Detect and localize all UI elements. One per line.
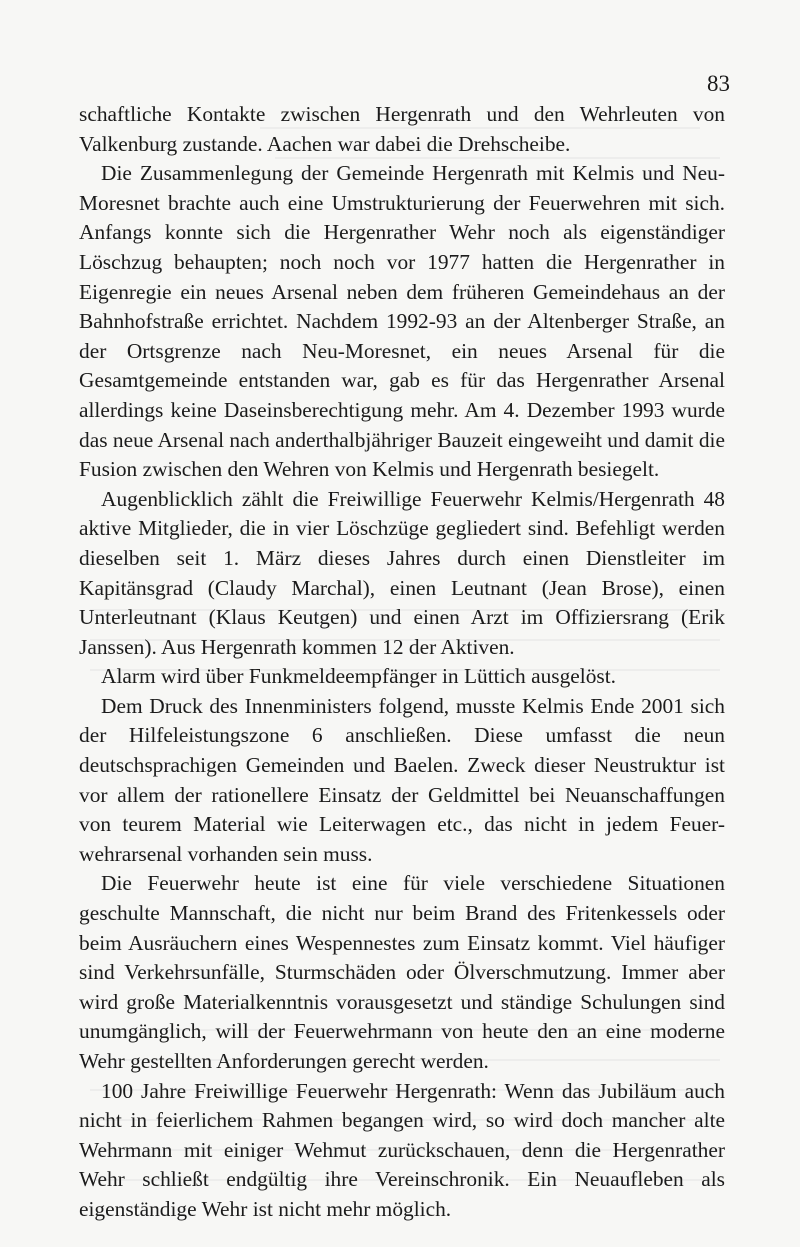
paragraph-1: schaftliche Kontakte zwischen Hergenrath und den Wehrleuten von Valkenburg zustande. Aachen war dabei die Drehscheibe. — [79, 102, 725, 156]
paragraph-3: Augenblicklich zählt die Freiwillige Feuerwehr Kelmis/Hergenrath 48 aktive Mitglieder, die in vier Löschzüge gegliedert sind. Befehligt werden dieselben seit 1. März dieses Jahres durch einen Dienstleiter im Kapitänsgrad (Claudy Marchal), einen Leutnant (Jean Brose), einen Unterleutnant (Klaus Keutgen) und einen Arzt im Offiziersrang (Erik Janssen). Aus Hergenrath kommen 12 der Aktiven. — [79, 486, 725, 659]
paragraph-2: Die Zusammenlegung der Gemeinde Hergenrath mit Kelmis und Neu-Moresnet brachte auch eine Umstrukturierung der Feuerwehren mit sich. Anfangs konnte sich die Hergenrather Wehr noch als eigenständiger Löschzug behaupten; noch noch vor 1977 hatten die Hergenrather in Eigenregie ein neues Arsenal neben dem früheren Gemeindehaus an der Bahnhofstraße errichtet. Nachdem 1992-93 an der Altenberger Straße, an der Ortsgrenze nach Neu-Moresnet, ein neues Arsenal für die Gesamtgemeinde entstanden war, gab es für das Hergenrather Arsenal allerdings keine Daseinsberechtigung mehr. Am 4. Dezember 1993 wurde das neue Arsenal nach anderthalbjähriger Bauzeit eingeweiht und damit die Fusion zwischen den Wehren von Kelmis und Hergenrath besiegelt. — [79, 161, 725, 482]
paragraph-4: Alarm wird über Funkmeldeempfänger in Lüttich ausgelöst. — [101, 664, 617, 689]
body-text — [79, 100, 725, 1225]
paragraph-6: Die Feuerwehr heute ist eine für viele verschiedene Situationen geschulte Mannschaft, die nicht nur beim Brand des Fritenkessels oder beim Ausräuchern eines Wespennestes zum Einsatz kommt. Viel häufiger sind Verkehrsunfälle, Sturmschäden oder Ölverschmutzung. Immer aber wird große Materialkenntnis vorausgesetzt und ständige Schulungen sind unumgänglich, will der Feuerwehrmann von heute den an eine moderne Wehr gestellten Anforderungen gerecht werden. — [79, 871, 725, 1073]
paragraph-7: 100 Jahre Freiwillige Feuerwehr Hergenrath: Wenn das Jubiläum auch nicht in feierlichem Rahmen begangen wird, so wird doch mancher alte Wehrmann mit einiger Wehmut zurückschauen, denn die Hergenrather Wehr schließt endgültig ihre Vereinschronik. Ein Neuaufleben als eigenständige Wehr ist nicht mehr möglich. — [79, 1078, 725, 1221]
paragraph-5: Dem Druck des Innenministers folgend, musste Kelmis Ende 2001 sich der Hilfeleistungszone 6 anschließen. Diese umfasst die neun deutschsprachigen Gemeinden und Baelen. Zweck dieser Neustruktur ist vor allem der rationellere Einsatz der Geldmittel bei Neuanschaffungen von teurem Material wie Leiterwagen etc., das nicht in jedem Feuer-wehrarsenal vorhanden sein muss. — [79, 693, 725, 866]
page-number: 83 — [707, 71, 730, 96]
